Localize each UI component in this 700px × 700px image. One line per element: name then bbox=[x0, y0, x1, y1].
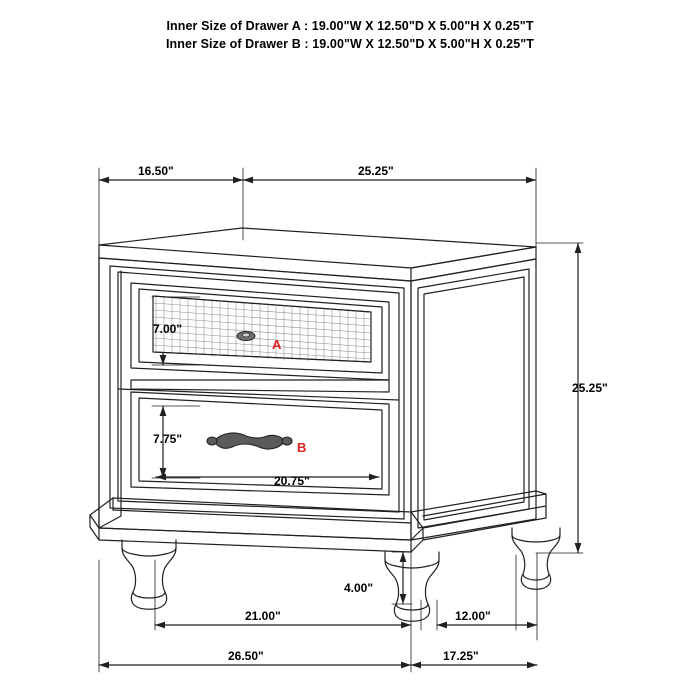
dim-drawer-b-height: 7.75" bbox=[153, 432, 183, 446]
dim-overall-depth: 17.25" bbox=[443, 649, 479, 663]
drawer-a-inner-size-note: Inner Size of Drawer A : 19.00"W X 12.50"D X 5.00"H X 0.25"T bbox=[166, 19, 534, 33]
dim-top-left: 16.50" bbox=[138, 164, 174, 178]
dim-front-width: 21.00" bbox=[245, 609, 281, 623]
drawer-b-label: B bbox=[297, 440, 307, 455]
dim-drawer-a-height: 7.00" bbox=[153, 322, 183, 336]
dim-foot-height: 4.00" bbox=[344, 581, 374, 595]
dim-overall-width: 26.50" bbox=[228, 649, 264, 663]
drawer-a-label: A bbox=[272, 337, 282, 352]
dim-side-depth: 12.00" bbox=[455, 609, 491, 623]
dim-drawer-b-width: 20.75" bbox=[274, 474, 310, 488]
dim-top-right: 25.25" bbox=[358, 164, 394, 178]
dim-right-height: 25.25" bbox=[572, 381, 608, 395]
drawer-b-inner-size-note: Inner Size of Drawer B : 19.00"W X 12.50"D X 5.00"H X 0.25"T bbox=[165, 37, 535, 51]
